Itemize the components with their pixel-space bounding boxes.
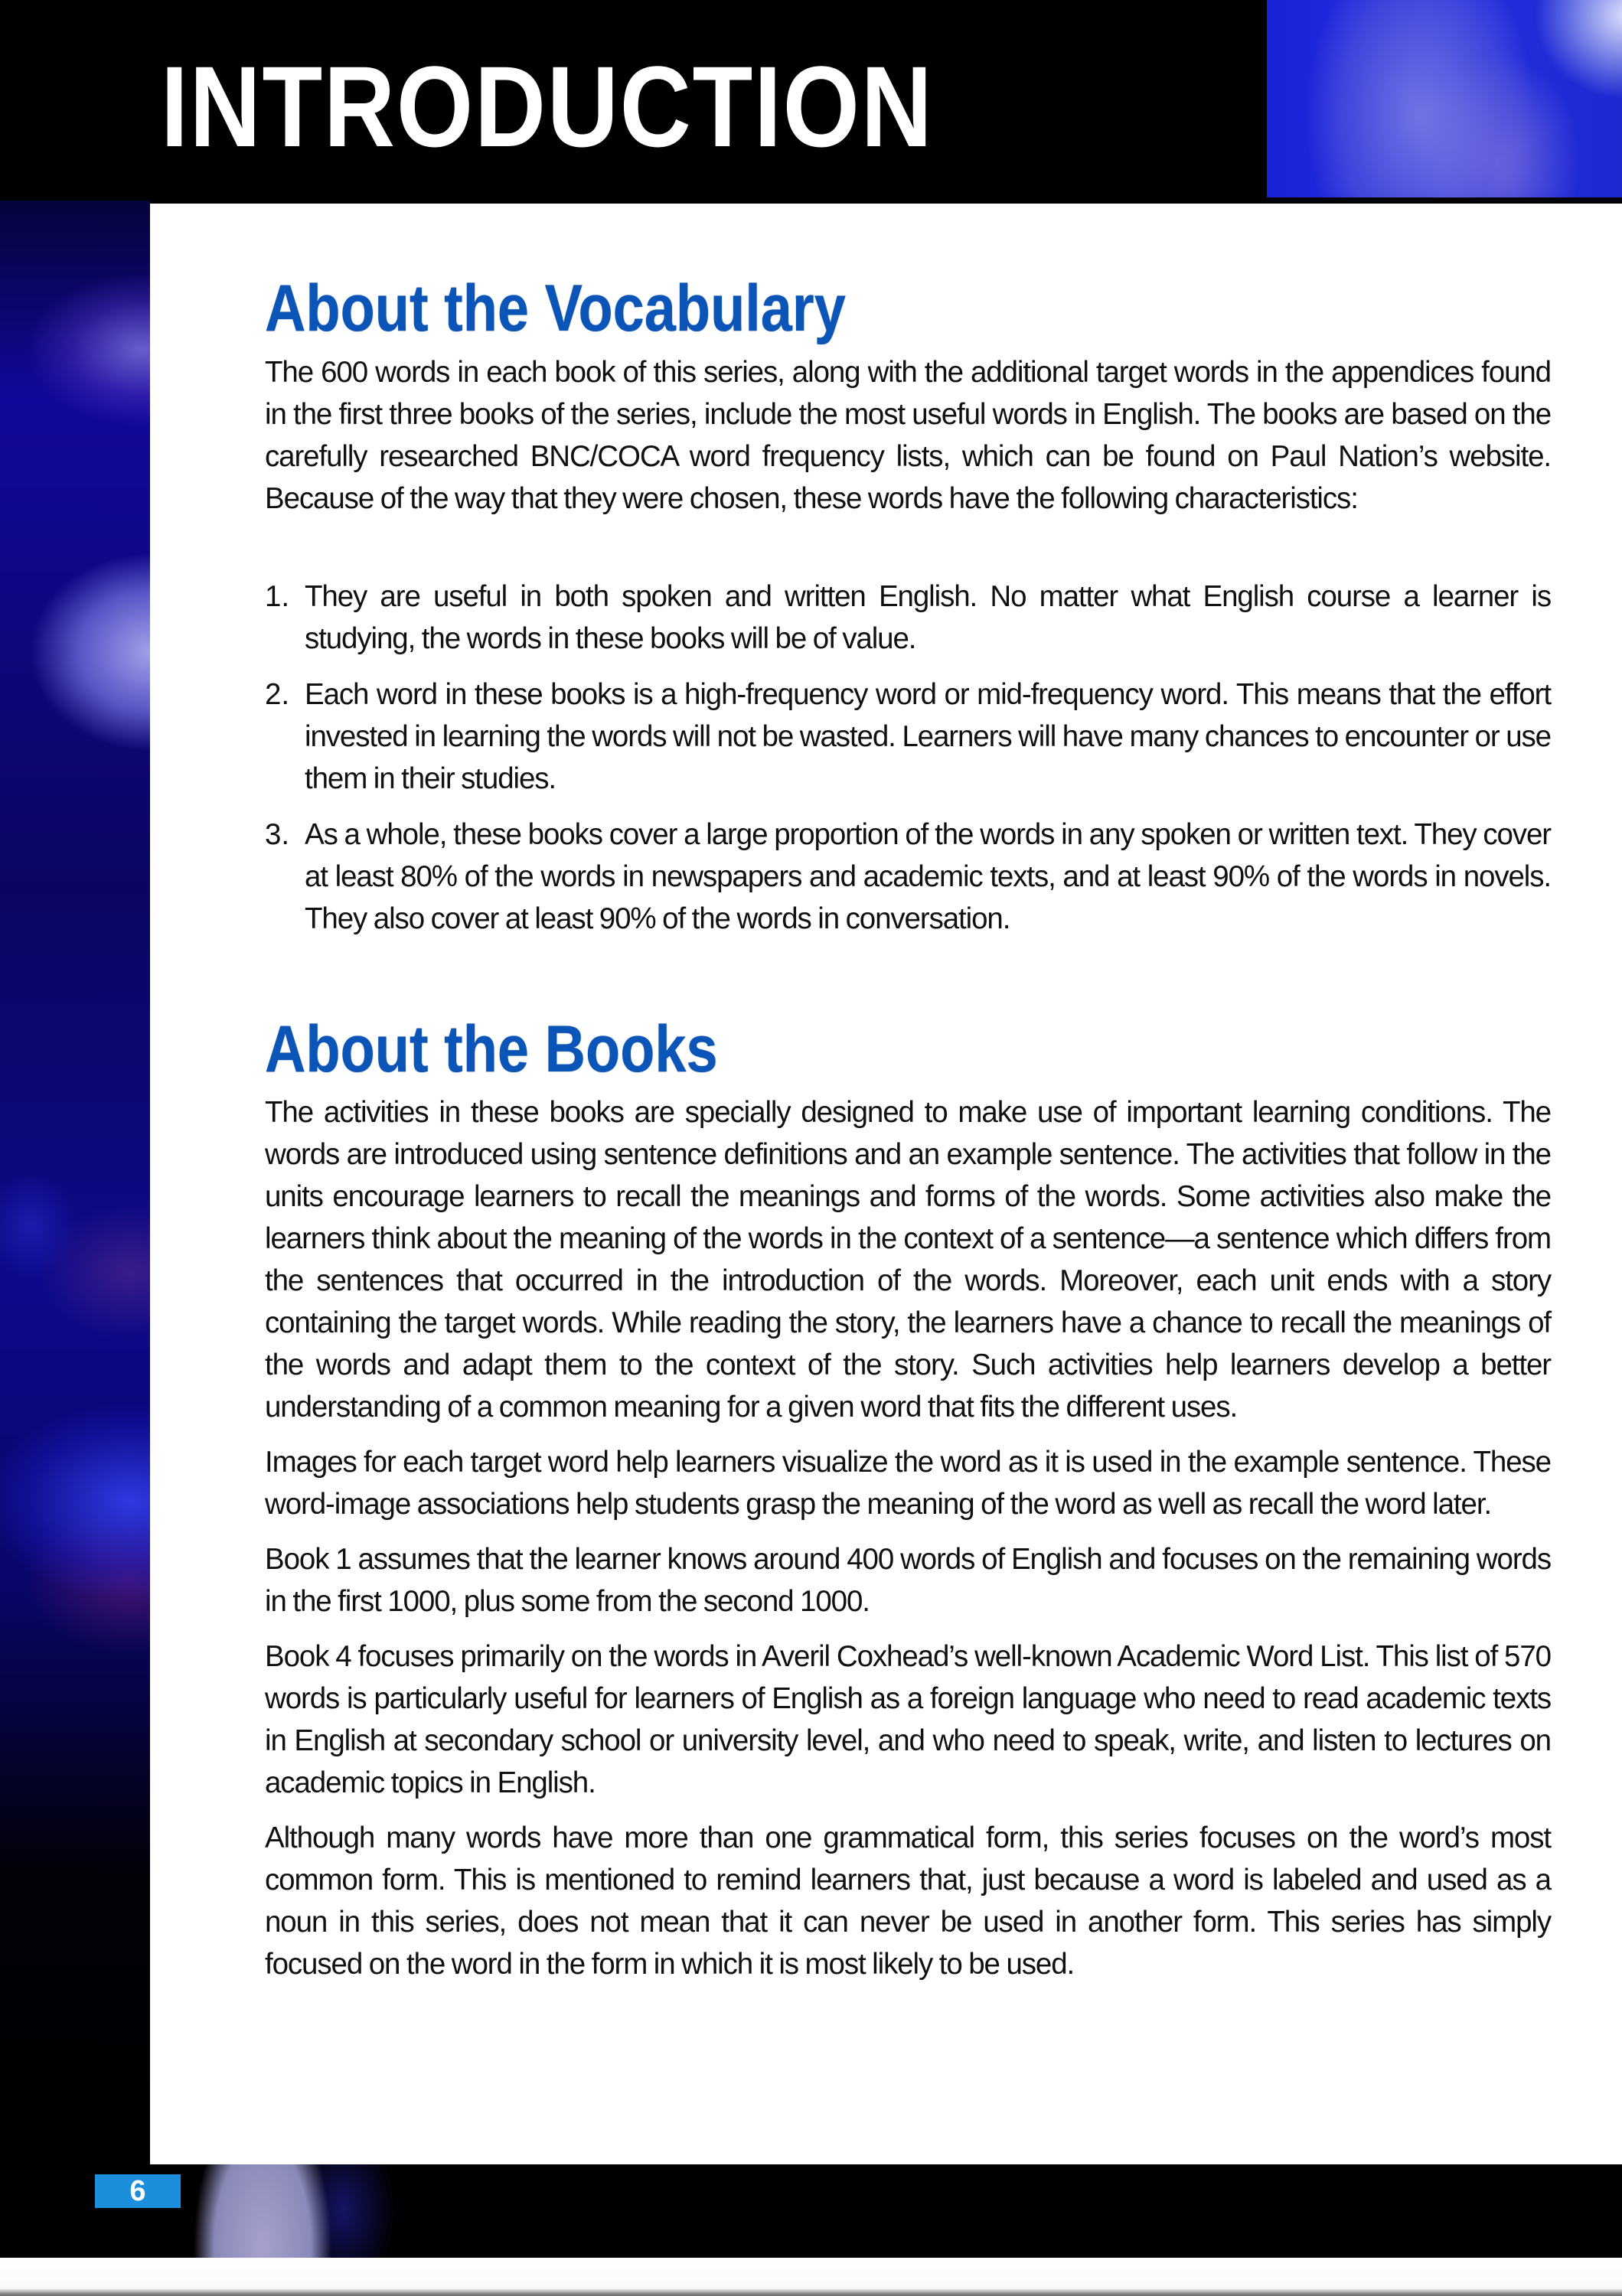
books-paragraph: Images for each target word help learners visualize the word as it is used in the example sentence. These word-image associations help students grasp the meaning of the word as well as recall the word later. [265, 1446, 1551, 1521]
list-item [265, 576, 1551, 660]
left-decorative-strip [0, 201, 150, 2167]
books-paragraphs [265, 1091, 1551, 1998]
vocabulary-intro-paragraph: The 600 words in each book of this series, along with the additional target words in the appendices found in the first three books of the series, include the most useful words in English. The books are based on the carefully researched BNC/COCA word frequency lists, which can be found on Paul Nation’s website. Because of the way that they were chosen, these words have the following characteristics: [265, 356, 1551, 515]
footer-band [0, 2164, 1622, 2258]
books-paragraph: Book 4 focuses primarily on the words in Averil Coxhead’s well-known Academic Word List. This list of 570 words is particularly useful for learners of English as a foreign language who need to read academic texts in English at secondary school or university level, and who need to speak, write, and listen to lectures on academic topics in English. [265, 1640, 1551, 1799]
list-item-text: As a whole, these books cover a large proportion of the words in any spoken or written text. They cover at least 80% of the words in newspapers and academic texts, and at least 90% of the words in novels. They also cover at least 90% of the words in conversation. [305, 818, 1551, 935]
section-heading-books: About the Books [265, 1013, 718, 1086]
scan-margin [0, 2258, 1622, 2296]
list-item [265, 673, 1551, 800]
list-item-text: Each word in these books is a high-frequency word or mid-frequency word. This means that the effort invested in learning the words will not be wasted. Learners will have many chances to encounter or use them in their studies. [305, 678, 1551, 795]
list-item-number: 2. [265, 678, 290, 711]
books-paragraph: Although many words have more than one grammatical form, this series focuses on the word’s most common form. This is mentioned to remind learners that, just because a word is labeled and used as a noun in this series, does not mean that it can never be used in another form. This series has simply focused on the word in the form in which it is most likely to be used. [265, 1821, 1551, 1981]
section-heading-vocabulary: About the Vocabulary [265, 272, 846, 345]
content-panel [150, 204, 1622, 2164]
list-item-number: 3. [265, 818, 290, 851]
list-item-text: They are useful in both spoken and written English. No matter what English course a learner is studying, the words in these books will be of value. [305, 580, 1551, 655]
page-number-badge: 6 [95, 2174, 181, 2208]
characteristics-list [265, 576, 1551, 954]
footer-bokeh-image [190, 2164, 454, 2258]
books-paragraph: Book 1 assumes that the learner knows around 400 words of English and focuses on the remaining words in the first 1000, plus some from the second 1000. [265, 1543, 1551, 1618]
list-item [265, 814, 1551, 940]
list-item-number: 1. [265, 580, 290, 613]
header-bokeh-image [1267, 0, 1622, 197]
books-paragraph: The activities in these books are specially designed to make use of important learning conditions. The words are introduced using sentence definitions and an example sentence. The activities that follow in the units encourage learners to recall the meanings and forms of the words. Some activities also make the learners think about the meaning of the words in the context of a sentence—a sentence which differs from the sentences that occurred in the introduction of the words. Moreover, each unit ends with a story containing the target words. While reading the story, the learners have a chance to recall the meanings of the words and adapt them to the context of the story. Such activities help learners develop a better understanding of a common meaning for a given word that fits the different uses. [265, 1096, 1551, 1424]
page-title: INTRODUCTION [161, 42, 934, 171]
